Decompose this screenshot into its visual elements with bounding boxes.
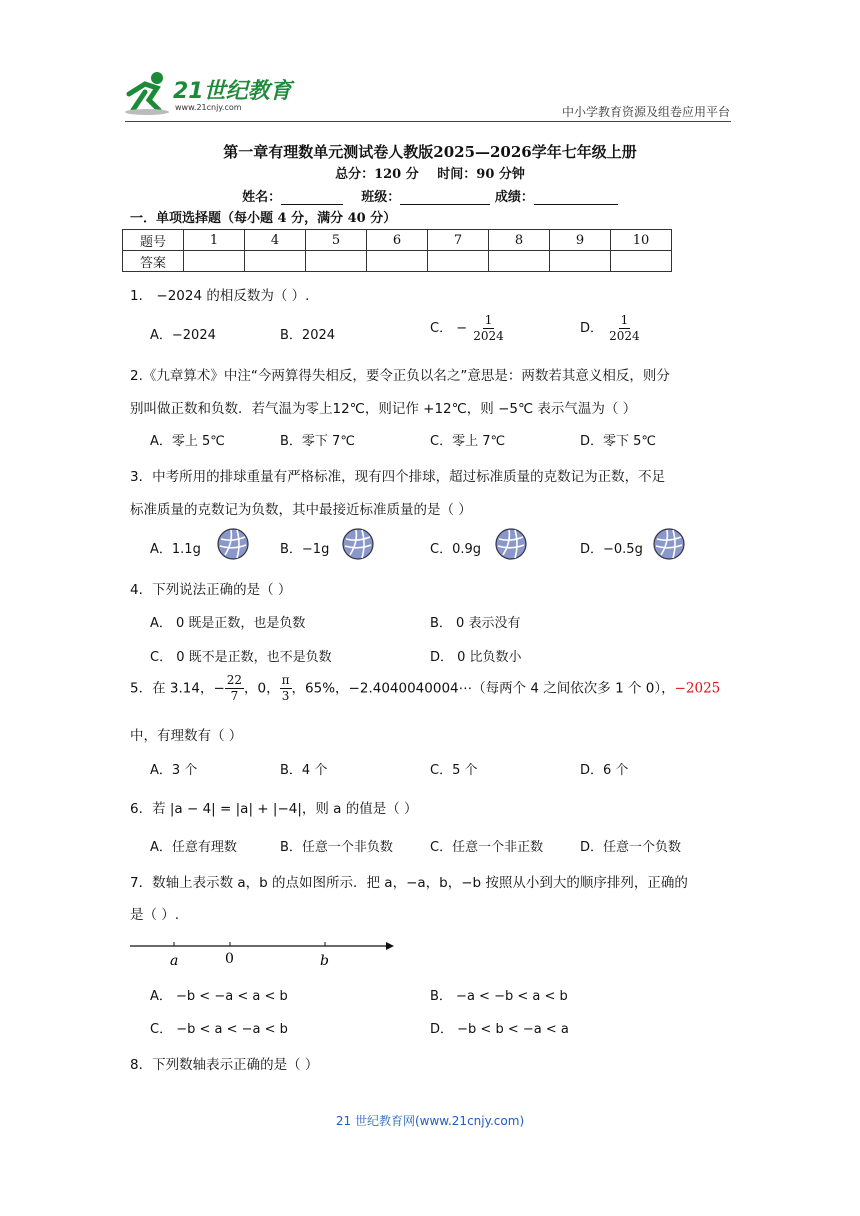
- total-score: 总分：120 分: [335, 167, 419, 182]
- denominator: 2024: [473, 329, 504, 343]
- q3-line2: 标准质量的克数记为负数，其中最接近标准质量的是（ ）: [130, 502, 472, 518]
- q5-option-a[interactable]: A．3 个: [150, 763, 198, 778]
- q5-fraction-2: [280, 673, 292, 704]
- q4-option-c[interactable]: C． 0 既不是正数，也不是负数: [150, 650, 332, 665]
- q5-mid1: ，0，: [244, 680, 280, 697]
- table-cell: 6: [367, 230, 428, 251]
- class-blank[interactable]: [400, 190, 490, 205]
- q1-c-fraction: [471, 313, 506, 344]
- label-a: a: [170, 953, 179, 969]
- logo-url: www.21cnjy.com: [175, 103, 242, 112]
- class-label: 班级：: [361, 190, 401, 205]
- q5-option-c[interactable]: C．5 个: [430, 763, 478, 778]
- table-cell: 5: [306, 230, 367, 251]
- q6-option-c[interactable]: C．任意一个非正数: [430, 840, 544, 855]
- answer-table: [122, 229, 672, 272]
- student-info: [0, 186, 860, 205]
- q6-option-d[interactable]: D．任意一个负数: [580, 840, 682, 855]
- q1-option-b[interactable]: B．2024: [280, 328, 336, 343]
- q5-mid2: ，65%，−2.4040040004⋯（每两个 4 之间依次多 1 个 0），: [291, 680, 675, 697]
- q6-option-a[interactable]: A．任意有理数: [150, 840, 237, 855]
- platform-name: 中小学教育资源及组卷应用平台: [561, 105, 730, 119]
- q5-fraction-1: [225, 673, 244, 704]
- volleyball-icon: [217, 528, 249, 560]
- q1-d-fraction: [607, 313, 642, 344]
- answer-cell[interactable]: [489, 251, 550, 272]
- table-cell: 10: [611, 230, 672, 251]
- q5-line2: 中，有理数有（ ）: [130, 728, 243, 744]
- answer-cell[interactable]: [428, 251, 489, 272]
- q3-option-d[interactable]: D．−0.5g: [580, 542, 643, 557]
- volleyball-icon: [495, 528, 527, 560]
- answer-cell[interactable]: [245, 251, 306, 272]
- q1-option-d[interactable]: [580, 313, 642, 344]
- table-row: [123, 251, 672, 272]
- q7-option-a[interactable]: A． −b < −a < a < b: [150, 989, 288, 1004]
- q1-stem: 1． −2024 的相反数为（ ）.: [130, 288, 310, 304]
- table-cell: 题号: [123, 230, 184, 251]
- q7-line2: 是（ ）.: [130, 907, 180, 923]
- q7-line1: 7．数轴上表示数 a，b 的点如图所示．把 a，−a，b，−b 按照从小到大的顺序排列，正确的: [130, 875, 688, 891]
- denominator: 2024: [609, 329, 640, 343]
- q2-option-d[interactable]: D．零下 5℃: [580, 434, 657, 449]
- q2-option-c[interactable]: C．零上 7℃: [430, 434, 506, 449]
- table-cell: 8: [489, 230, 550, 251]
- q2-option-a[interactable]: A．零上 5℃: [150, 434, 225, 449]
- q1-option-c[interactable]: [430, 313, 506, 344]
- table-cell: 1: [184, 230, 245, 251]
- label-0: 0: [225, 951, 234, 967]
- q8-stem: 8．下列数轴表示正确的是（ ）: [130, 1057, 319, 1073]
- table-cell: 4: [245, 230, 306, 251]
- table-cell: 答案: [123, 251, 184, 272]
- q5-pre: 5．在 3.14，−: [130, 680, 225, 697]
- numerator: 1: [620, 313, 629, 327]
- q1-c-sign: −: [456, 321, 468, 336]
- answer-cell[interactable]: [367, 251, 428, 272]
- q5-red-number: −2025: [674, 680, 721, 697]
- q6-stem: 6．若 |a − 4| = |a| + |−4|，则 a 的值是（ ）: [130, 801, 418, 817]
- q7-option-d[interactable]: D． −b < b < −a < a: [430, 1022, 569, 1037]
- answer-cell[interactable]: [611, 251, 672, 272]
- number-line: [128, 935, 398, 971]
- q4-stem: 4．下列说法正确的是（ ）: [130, 582, 292, 598]
- answer-cell[interactable]: [306, 251, 367, 272]
- q4-option-b[interactable]: B． 0 表示没有: [430, 616, 521, 631]
- name-label: 姓名：: [242, 190, 282, 205]
- q2-line2: 别叫做正数和负数．若气温为零上12℃，则记作 +12℃，则 −5℃ 表示气温为（ ）: [130, 401, 637, 417]
- q5-line1: [130, 673, 720, 704]
- label-b: b: [320, 953, 329, 969]
- arrow-icon: [386, 942, 394, 950]
- answer-cell[interactable]: [550, 251, 611, 272]
- exam-time: 时间：90 分钟: [437, 167, 525, 182]
- volleyball-icon: [342, 528, 374, 560]
- header-divider: [125, 121, 731, 122]
- q7-option-b[interactable]: B． −a < −b < a < b: [430, 989, 568, 1004]
- q3-line1: 3．中考所用的排球重量有严格标准，现有四个排球，超过标准质量的克数记为正数，不足: [130, 469, 666, 485]
- q4-option-d[interactable]: D． 0 比负数小: [430, 650, 522, 665]
- denominator: 7: [230, 689, 239, 703]
- q7-option-c[interactable]: C． −b < a < −a < b: [150, 1022, 288, 1037]
- exam-meta: [0, 163, 860, 182]
- denominator: 3: [281, 689, 290, 703]
- q6-option-b[interactable]: B．任意一个非负数: [280, 840, 393, 855]
- name-blank[interactable]: [281, 190, 343, 205]
- runner-icon: [123, 70, 175, 116]
- q1-option-a[interactable]: A．−2024: [150, 328, 216, 343]
- table-row: [123, 230, 672, 251]
- q4-option-a[interactable]: A． 0 既是正数，也是负数: [150, 616, 306, 631]
- exam-title: 第一章有理数单元测试卷人教版2025—2026学年七年级上册: [223, 143, 637, 161]
- numerator: π: [281, 673, 290, 687]
- numerator: 22: [226, 673, 243, 687]
- score-blank[interactable]: [534, 190, 618, 205]
- footer-link[interactable]: 21 世纪教育网(www.21cnjy.com): [335, 1114, 525, 1128]
- table-cell: 7: [428, 230, 489, 251]
- section-heading: 一．单项选择题（每小题 4 分，满分 40 分）: [130, 211, 397, 226]
- volleyball-icon: [653, 528, 685, 560]
- q2-line1: 2.《九章算术》中注“今两算得失相反，要令正负以名之”意思是：两数若其意义相反，则分: [130, 368, 670, 384]
- q3-option-b[interactable]: B．−1g: [280, 542, 330, 557]
- q5-option-b[interactable]: B．4 个: [280, 763, 328, 778]
- logo-text: 21世纪教育: [173, 79, 292, 104]
- table-cell: 9: [550, 230, 611, 251]
- q3-option-c[interactable]: C．0.9g: [430, 542, 482, 557]
- answer-cell[interactable]: [184, 251, 245, 272]
- logo: [123, 70, 293, 116]
- q2-option-b[interactable]: B．零下 7℃: [280, 434, 355, 449]
- q5-option-d[interactable]: D．6 个: [580, 763, 629, 778]
- numerator: 1: [484, 313, 493, 327]
- score-label: 成绩：: [494, 190, 534, 205]
- q3-option-a[interactable]: A．1.1g: [150, 542, 201, 557]
- q1-c-label: C．: [430, 321, 453, 336]
- q1-d-label: D．: [580, 321, 604, 336]
